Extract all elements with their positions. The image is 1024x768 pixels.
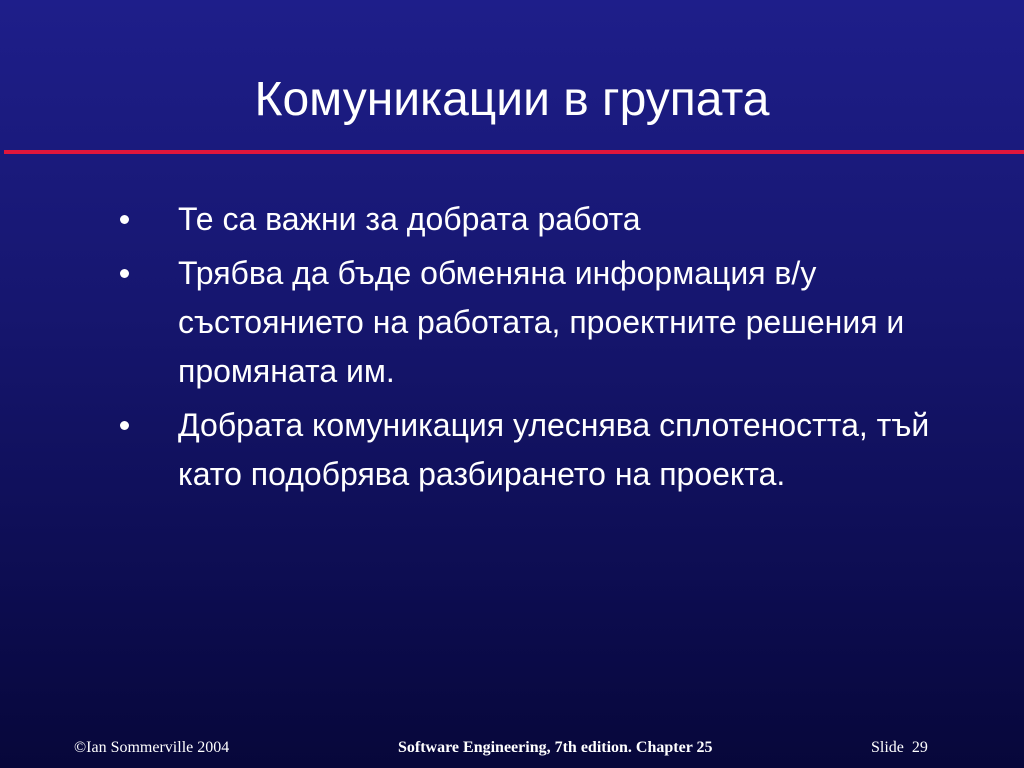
footer-book-title: Software Engineering, 7th edition. Chapter 25: [398, 739, 713, 756]
footer-slide-number: Slide 29: [871, 739, 928, 756]
bullet-list: [120, 195, 1000, 504]
footer-copyright: ©Ian Sommerville 2004: [74, 739, 230, 756]
bullet-text: Те са важни за добрата работа: [178, 201, 641, 237]
bullet-dot-icon: [120, 421, 129, 430]
bullet-item: [120, 249, 1000, 396]
slide-title: Комуникации в групата: [254, 73, 770, 126]
bullet-text: Добрата комуникация улеснява сплотеността, тъй като подобрява разбирането на проекта.: [178, 407, 930, 492]
bullet-dot-icon: [120, 269, 129, 278]
bullet-text: Трябва да бъде обменяна информация в/у състоянието на работата, проектните решения и промяната им.: [178, 255, 905, 389]
bullet-item: [120, 401, 1000, 499]
bullet-dot-icon: [120, 215, 129, 224]
title-divider: [4, 150, 1024, 154]
bullet-item: [120, 195, 1000, 244]
